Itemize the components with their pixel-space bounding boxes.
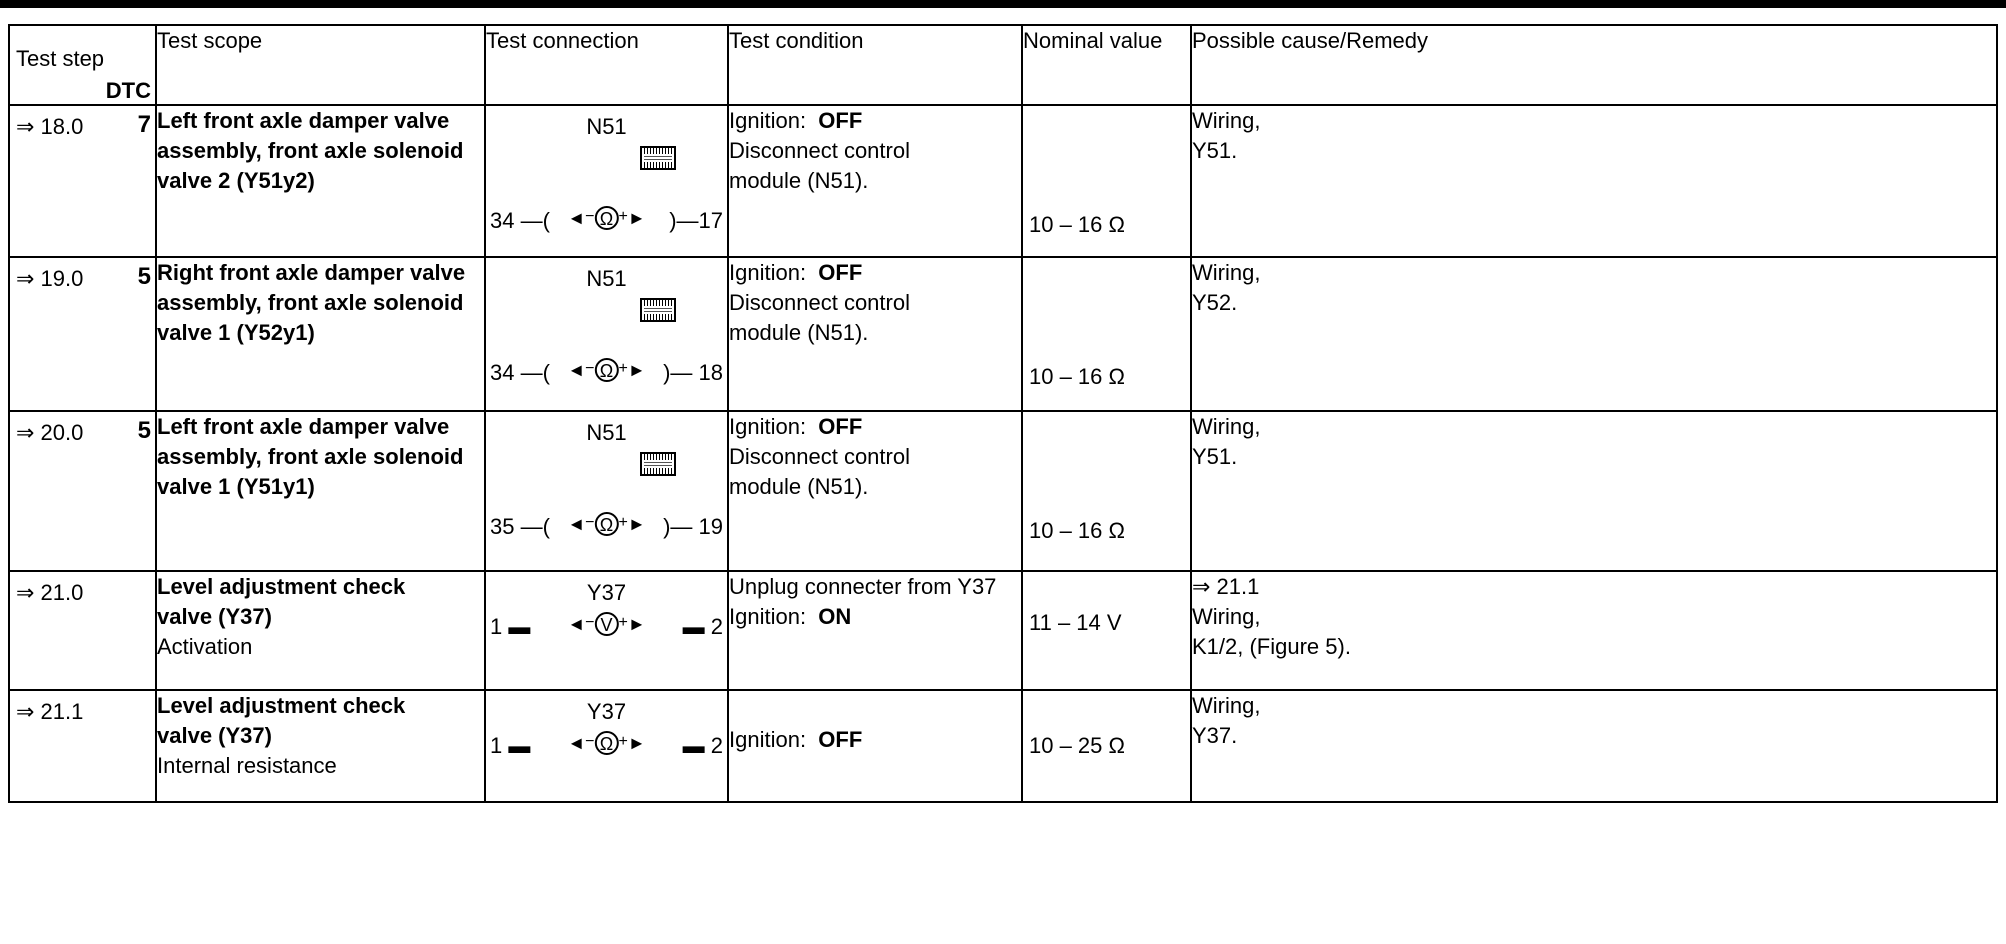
ohmmeter-icon: ◄− Ω +► [567, 208, 646, 230]
pin-left: 34 —( [490, 208, 550, 233]
test-scope-cell [156, 257, 485, 411]
test-step-number: ⇒ 18.0 [16, 114, 84, 139]
remedy-line: Wiring, [1192, 108, 1261, 133]
pin-left: 1 ▬ [490, 614, 531, 639]
header-test-step [9, 25, 156, 105]
test-condition-cell [728, 690, 1022, 802]
condition-line: Disconnect control [729, 290, 910, 315]
test-condition-cell [728, 105, 1022, 257]
remedy-line: ⇒ 21.1 [1192, 574, 1260, 599]
pin-right: )— 18 [663, 360, 723, 385]
pin-right: ▬ 2 [682, 733, 723, 758]
test-step-cell [9, 690, 156, 802]
module-label: Y37 [586, 580, 627, 605]
pin-right: )—17 [669, 208, 723, 233]
test-step-number: ⇒ 21.1 [16, 699, 84, 724]
condition-line: Ignition: OFF [729, 414, 863, 439]
condition-line: Ignition: OFF [729, 727, 863, 752]
table-row [9, 411, 1997, 571]
table-row [9, 257, 1997, 411]
pin-left: 35 —( [490, 514, 550, 539]
test-step-cell [9, 571, 156, 690]
connector-icon [640, 452, 676, 476]
possible-cause-cell [1191, 411, 1997, 571]
remedy-line: Y52. [1192, 290, 1238, 315]
pin-right: ▬ 2 [682, 614, 723, 639]
dtc-mark: 7 [137, 111, 151, 138]
header-possible-cause: Possible cause/Remedy [1191, 25, 1997, 105]
ohmmeter-icon: ◄− Ω +► [567, 514, 646, 536]
module-label: N51 [586, 266, 627, 291]
scope-line: Activation [157, 634, 253, 659]
remedy-line: K1/2, (Figure 5). [1192, 634, 1351, 659]
header-test-connection: Test connection [485, 25, 728, 105]
possible-cause-cell [1191, 257, 1997, 411]
test-scope-cell [156, 571, 485, 690]
test-step-cell [9, 257, 156, 411]
pin-right: )— 19 [663, 514, 723, 539]
test-step-cell [9, 411, 156, 571]
test-connection-cell [485, 105, 728, 257]
test-connection-cell [485, 257, 728, 411]
pin-left: 1 ▬ [490, 733, 531, 758]
pin-left: 34 —( [490, 360, 550, 385]
condition-line: Ignition: OFF [729, 108, 863, 133]
test-connection-cell [485, 571, 728, 690]
possible-cause-cell [1191, 571, 1997, 690]
scope-line: assembly, front axle solenoid [157, 290, 464, 315]
header-step-label: Test step [16, 46, 105, 71]
scope-line: Right front axle damper valve [157, 260, 466, 285]
scope-line: assembly, front axle solenoid [157, 444, 464, 469]
condition-line: Ignition: ON [729, 604, 852, 629]
scope-line: valve (Y37) [157, 604, 272, 629]
condition-line: Disconnect control [729, 444, 910, 469]
test-scope-cell [156, 411, 485, 571]
condition-line: module (N51). [729, 168, 869, 193]
condition-line: module (N51). [729, 320, 869, 345]
remedy-line: Wiring, [1192, 260, 1261, 285]
condition-line: Unplug connecter from Y37 [729, 574, 997, 599]
header-test-scope: Test scope [156, 25, 485, 105]
condition-line: Disconnect control [729, 138, 910, 163]
table-row [9, 571, 1997, 690]
connector-icon [640, 298, 676, 322]
test-table [8, 24, 1998, 803]
scope-line: valve (Y37) [157, 723, 272, 748]
test-condition-cell [728, 257, 1022, 411]
test-step-cell [9, 105, 156, 257]
table-row [9, 105, 1997, 257]
header-dtc-label: DTC [105, 78, 151, 103]
nominal-value: 11 – 14 V [1029, 610, 1122, 635]
scope-line: assembly, front axle solenoid [157, 138, 464, 163]
test-step-number: ⇒ 20.0 [16, 420, 84, 445]
connector-icon [640, 146, 676, 170]
table-header-row [9, 25, 1997, 105]
module-label: N51 [586, 114, 627, 139]
test-connection-cell [485, 411, 728, 571]
test-step-number: ⇒ 21.0 [16, 580, 84, 605]
test-condition-cell [728, 571, 1022, 690]
nominal-value-cell [1022, 411, 1191, 571]
remedy-line: Wiring, [1192, 693, 1261, 718]
nominal-value: 10 – 16 Ω [1029, 364, 1125, 389]
scope-line: valve 2 (Y51y2) [157, 168, 315, 193]
module-label: N51 [586, 420, 627, 445]
nominal-value: 10 – 25 Ω [1029, 733, 1125, 758]
possible-cause-cell [1191, 105, 1997, 257]
condition-line: module (N51). [729, 474, 869, 499]
test-step-number: ⇒ 19.0 [16, 266, 84, 291]
scope-line: Internal resistance [157, 753, 337, 778]
dtc-mark: 5 [137, 417, 151, 444]
possible-cause-cell [1191, 690, 1997, 802]
nominal-value-cell [1022, 690, 1191, 802]
nominal-value-cell [1022, 105, 1191, 257]
test-scope-cell [156, 690, 485, 802]
remedy-line: Y37. [1192, 723, 1238, 748]
condition-line: Ignition: OFF [729, 260, 863, 285]
module-label: Y37 [586, 699, 627, 724]
dtc-mark: 5 [137, 263, 151, 290]
nominal-value: 10 – 16 Ω [1029, 212, 1125, 237]
nominal-value-cell [1022, 257, 1191, 411]
nominal-value-cell [1022, 571, 1191, 690]
scope-line: valve 1 (Y51y1) [157, 474, 315, 499]
voltmeter-icon: ◄− V +► [567, 614, 646, 636]
scope-line: Left front axle damper valve [157, 108, 450, 133]
test-condition-cell [728, 411, 1022, 571]
scope-line: valve 1 (Y52y1) [157, 320, 315, 345]
scope-line: Level adjustment check [157, 693, 406, 718]
top-rule [0, 0, 2006, 8]
header-nominal-value: Nominal value [1022, 25, 1191, 105]
scope-line: Left front axle damper valve [157, 414, 450, 439]
table-row [9, 690, 1997, 802]
scope-line: Level adjustment check [157, 574, 406, 599]
remedy-line: Y51. [1192, 444, 1238, 469]
remedy-line: Wiring, [1192, 604, 1261, 629]
ohmmeter-icon: ◄− Ω +► [567, 360, 646, 382]
remedy-line: Wiring, [1192, 414, 1261, 439]
test-connection-cell [485, 690, 728, 802]
nominal-value: 10 – 16 Ω [1029, 518, 1125, 543]
ohmmeter-icon: ◄− Ω +► [567, 733, 646, 755]
remedy-line: Y51. [1192, 138, 1238, 163]
header-test-condition: Test condition [728, 25, 1022, 105]
test-scope-cell [156, 105, 485, 257]
